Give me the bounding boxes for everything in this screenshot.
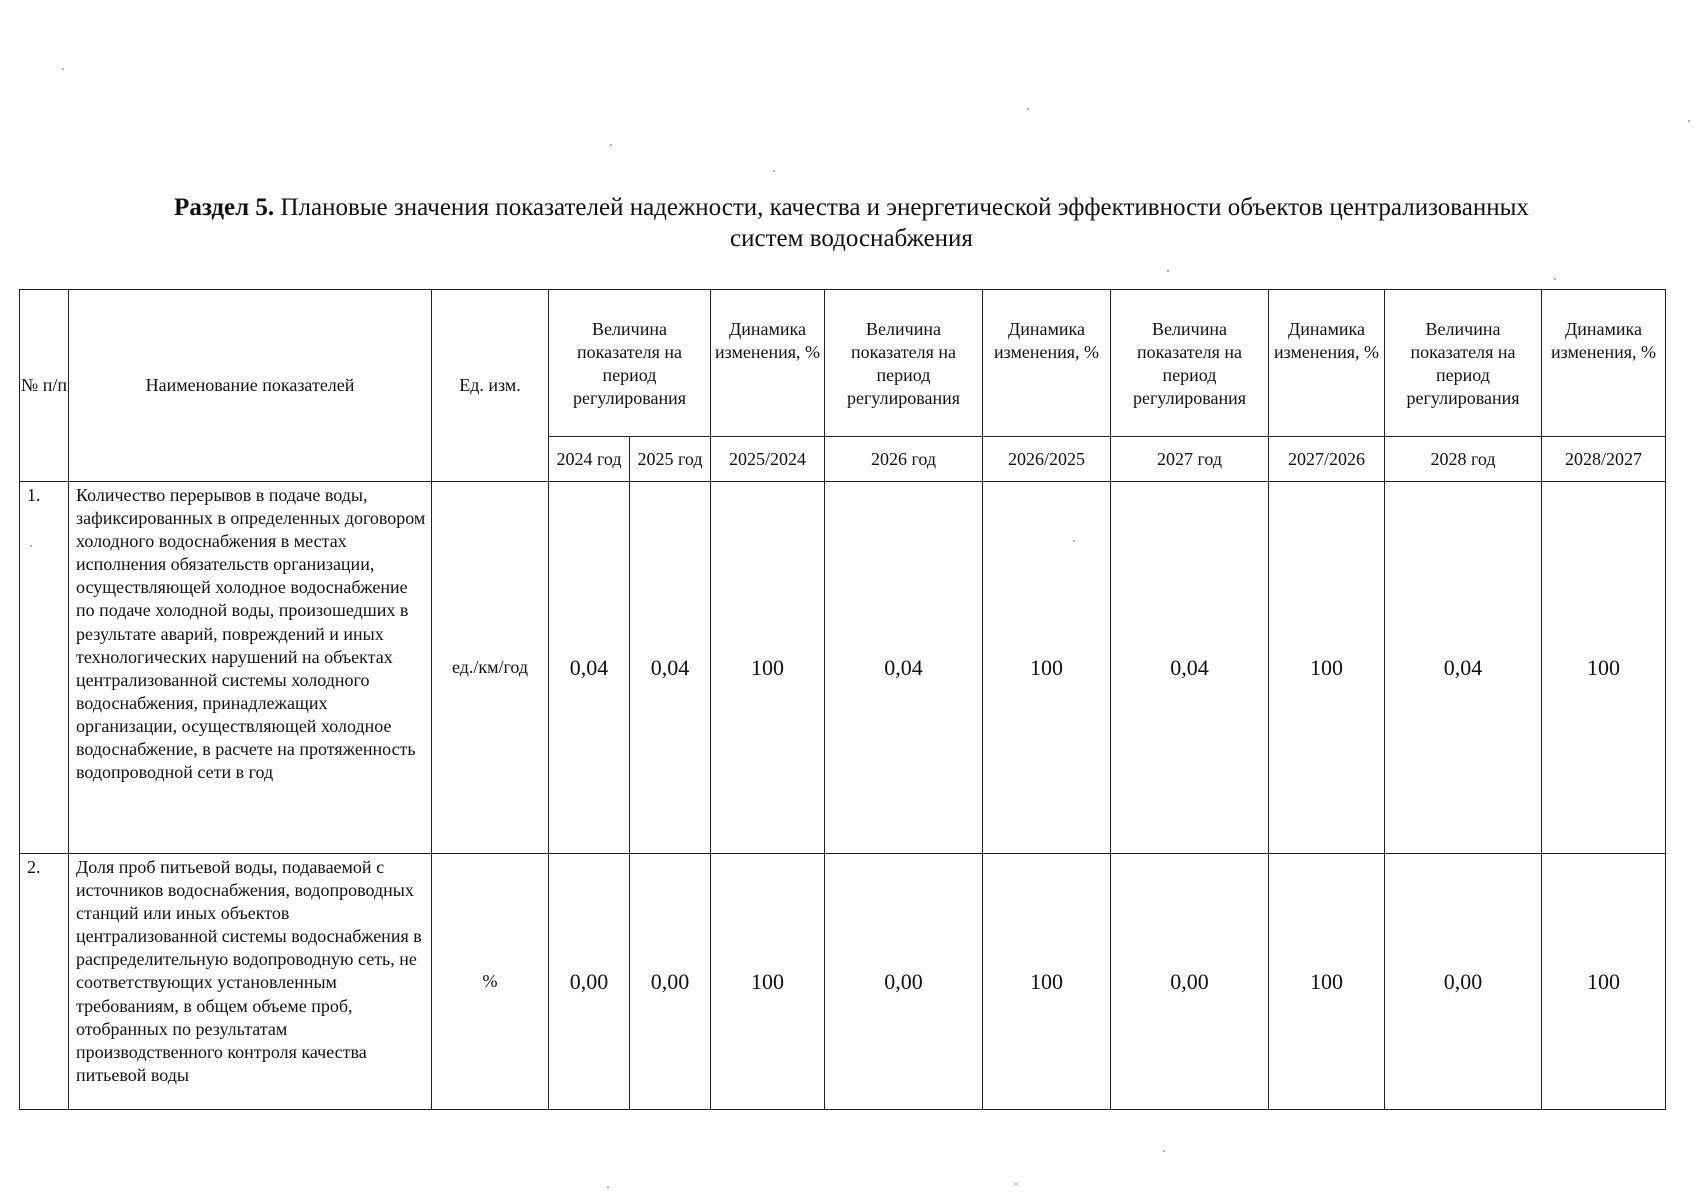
section-title-line-1: [0, 192, 1703, 223]
scan-speck: [1167, 270, 1169, 272]
subheader-2024: 2024 год: [549, 437, 630, 482]
header-group-value-2027: Величина показателя на период регулирования: [1111, 290, 1269, 437]
table-row: [20, 854, 1666, 1110]
value-2028: 0,04: [1385, 482, 1542, 854]
value-2028: 0,00: [1385, 854, 1542, 1110]
row-number: 1.: [20, 482, 69, 854]
subheader-2025-2024: 2025/2024: [711, 437, 825, 482]
header-group-dynamics-2025: Динамика изменения, %: [711, 290, 825, 437]
section-number: Раздел 5.: [174, 194, 275, 221]
header-group-value-2028: Величина показателя на период регулирования: [1385, 290, 1542, 437]
dynamics-2028-2027: 100: [1542, 854, 1666, 1110]
header-group-dynamics-2027: Динамика изменения, %: [1269, 290, 1385, 437]
header-num: № п/п: [20, 290, 69, 482]
dynamics-2026-2025: 100: [983, 854, 1111, 1110]
header-unit: Ед. изм.: [432, 290, 549, 482]
subheader-2028: 2028 год: [1385, 437, 1542, 482]
dynamics-2026-2025: 100: [983, 482, 1111, 854]
dynamics-2025-2024: 100: [711, 482, 825, 854]
indicator-name: Количество перерывов в подаче воды, зафиксированных в определенных договором холодного водоснабжения в местах исполнения обязательств организации, осуществляющей холодное водоснабжение по подаче холодной воды, произошедших в результате аварий, повреждений и иных технологических нарушений на объектах централизованной системы холодного водоснабжения, принадлежащих организации, осуществляющей холодное водоснабжение, в расчете на протяженность водопроводной сети в год: [69, 482, 432, 854]
dynamics-2025-2024: 100: [711, 854, 825, 1110]
scan-speck: [610, 144, 612, 146]
scan-speck: [1073, 540, 1075, 542]
scan-speck: [30, 545, 32, 547]
dynamics-2027-2026: 100: [1269, 482, 1385, 854]
scan-speck: [1027, 108, 1029, 110]
header-row: [20, 290, 1666, 437]
indicator-unit: ед./км/год: [432, 482, 549, 854]
subheader-2027: 2027 год: [1111, 437, 1269, 482]
scan-speck: [1015, 1183, 1017, 1185]
value-2026: 0,04: [825, 482, 983, 854]
value-2024: 0,00: [549, 854, 630, 1110]
scan-speck: [607, 1186, 609, 1188]
value-2025: 0,00: [630, 854, 711, 1110]
indicator-unit: %: [432, 854, 549, 1110]
value-2027: 0,04: [1111, 482, 1269, 854]
header-group-dynamics-2026: Динамика изменения, %: [983, 290, 1111, 437]
scan-speck: [1688, 120, 1690, 122]
row-number: 2.: [20, 854, 69, 1110]
scan-speck: [62, 68, 64, 70]
header-group-dynamics-2028: Динамика изменения, %: [1542, 290, 1666, 437]
scan-speck: [1554, 278, 1556, 280]
scan-speck: [773, 170, 775, 172]
section-title: [0, 192, 1703, 254]
header-group-value-2026: Величина показателя на период регулирования: [825, 290, 983, 437]
value-2027: 0,00: [1111, 854, 1269, 1110]
indicator-name: Доля проб питьевой воды, подаваемой с источников водоснабжения, водопроводных станций или иных объектов централизованной системы водоснабжения в распределительную водопроводную сеть, не соответствующих установленным требованиям, в общем объеме проб, отобранных по результатам производственного контроля качества питьевой воды: [69, 854, 432, 1110]
section-title-text: Плановые значения показателей надежности, качества и энергетической эффективности объектов централизованных: [274, 194, 1529, 221]
dynamics-2028-2027: 100: [1542, 482, 1666, 854]
subheader-2028-2027: 2028/2027: [1542, 437, 1666, 482]
value-2026: 0,00: [825, 854, 983, 1110]
indicators-table: [19, 289, 1666, 1110]
table-row: [20, 482, 1666, 854]
value-2025: 0,04: [630, 482, 711, 854]
header-group-value-2024-2025: Величина показателя на период регулирования: [549, 290, 711, 437]
subheader-2026-2025: 2026/2025: [983, 437, 1111, 482]
subheader-2026: 2026 год: [825, 437, 983, 482]
header-name: Наименование показателей: [69, 290, 432, 482]
dynamics-2027-2026: 100: [1269, 854, 1385, 1110]
value-2024: 0,04: [549, 482, 630, 854]
section-title-line-2: систем водоснабжения: [730, 225, 973, 252]
subheader-2027-2026: 2027/2026: [1269, 437, 1385, 482]
scan-speck: [1163, 1150, 1165, 1152]
subheader-2025: 2025 год: [630, 437, 711, 482]
